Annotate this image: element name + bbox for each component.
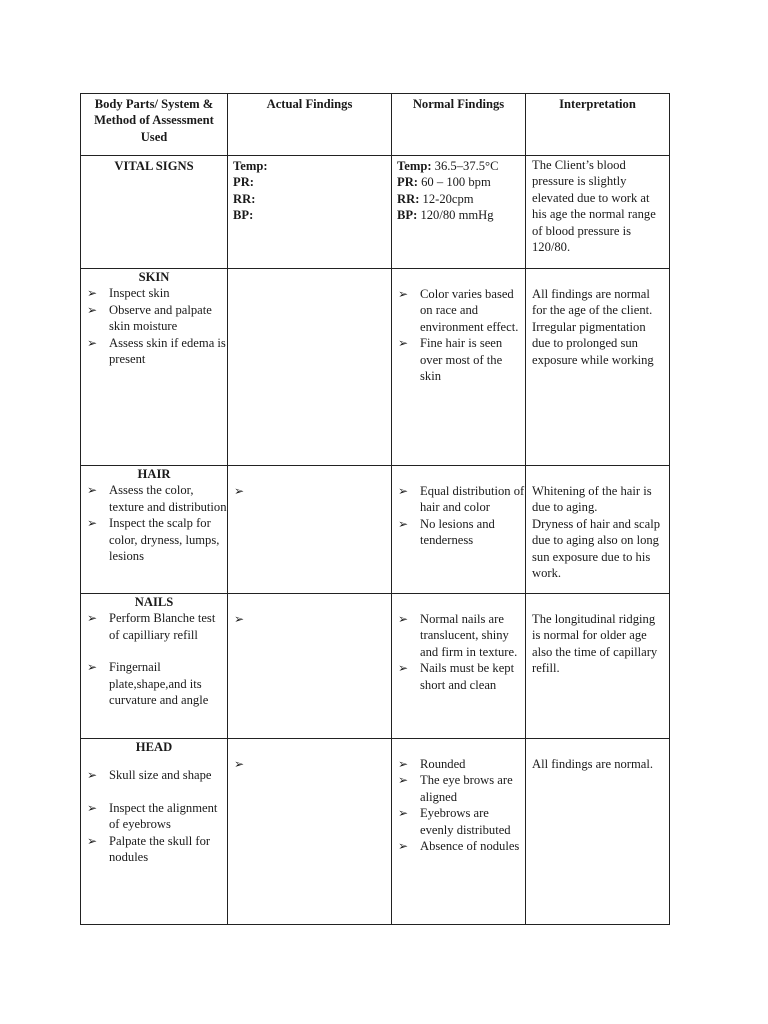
- head-title: HEAD: [135, 740, 173, 754]
- normal-bp: BP: 120/80 mmHg: [397, 208, 494, 223]
- actual-pr: PR:: [233, 175, 254, 190]
- skin-methods: [81, 285, 227, 367]
- arrow-bullet-icon: ➢: [398, 806, 409, 821]
- actual-bp: BP:: [233, 208, 254, 223]
- list-item: ➢ Eyebrows are evenly distributed: [398, 806, 511, 837]
- list-item: ➢ Inspect skin: [87, 286, 170, 301]
- arrow-bullet-icon: ➢: [398, 757, 409, 771]
- skin-normal: [392, 286, 525, 384]
- list-item: ➢ Equal distribution of hair and color: [398, 484, 525, 515]
- arrow-bullet-icon: ➢: [398, 773, 409, 788]
- list-item: ➢ The eye brows are aligned: [398, 773, 513, 804]
- list-item: ➢ Skull size and shape: [87, 768, 212, 783]
- hair-actual: [228, 466, 392, 594]
- normal-temp: Temp: 36.5–37.5°C: [397, 159, 499, 173]
- arrow-bullet-icon: ➢: [398, 484, 409, 498]
- arrow-bullet-icon: ➢: [87, 833, 98, 848]
- arrow-bullet-icon: ➢: [234, 612, 245, 626]
- hair-methods: [81, 482, 227, 564]
- arrow-bullet-icon: ➢: [398, 516, 409, 531]
- skin-title: SKIN: [138, 270, 170, 284]
- arrow-bullet-icon: ➢: [87, 335, 98, 350]
- list-item: ➢ Absence of nodules: [398, 839, 520, 854]
- header-actual-findings: Actual Findings: [228, 94, 392, 156]
- hair-normal: [392, 483, 525, 549]
- arrow-bullet-icon: ➢: [398, 839, 409, 854]
- list-item: ➢ Palpate the skull for nodules: [87, 833, 211, 865]
- arrow-bullet-icon: ➢: [234, 484, 245, 498]
- nails-title: NAILS: [134, 595, 174, 609]
- list-item: ➢ Assess the color, texture and distribution: [87, 483, 227, 514]
- list-item: ➢ Perform Blanche test of capilliary refill: [87, 611, 216, 642]
- arrow-bullet-icon: ➢: [87, 768, 98, 783]
- arrow-bullet-icon: ➢: [398, 612, 409, 626]
- head-interpretation: All findings are normal.: [526, 739, 670, 925]
- list-item: ➢ Inspect the alignment of eyebrows: [87, 800, 218, 832]
- head-actual: [228, 739, 392, 925]
- arrow-bullet-icon: ➢: [398, 287, 409, 301]
- vital-signs-interpretation: The Client’s blood pressure is slightly elevated due to work at his age the normal range of blood pressure is 120/80.: [526, 156, 670, 269]
- arrow-bullet-icon: ➢: [87, 611, 98, 626]
- list-item: ➢ Normal nails are translucent, shiny and firm in texture.: [398, 612, 518, 659]
- arrow-bullet-icon: ➢: [87, 483, 98, 498]
- actual-temp: Temp:: [233, 159, 268, 173]
- vital-signs-normal: [392, 156, 526, 269]
- head-row: [81, 739, 670, 925]
- hair-interpretation: Whitening of the hair is due to aging. Dryness of hair and scalp due to aging also on long sun exposure due to his work.: [526, 466, 670, 594]
- list-item: ➢ Nails must be kept short and clean: [398, 661, 515, 692]
- list-item: ➢ Inspect the scalp for color, dryness, lumps, lesions: [87, 516, 220, 564]
- header-interpretation: Interpretation: [526, 94, 670, 156]
- list-item: ➢ Assess skin if edema is present: [87, 335, 226, 367]
- arrow-bullet-icon: ➢: [87, 302, 98, 317]
- arrow-bullet-icon: ➢: [87, 800, 98, 815]
- header-body-parts: Body Parts/ System & Method of Assessment Used: [81, 94, 228, 156]
- nails-methods: [81, 610, 227, 708]
- hair-title: HAIR: [137, 467, 171, 481]
- list-item: ➢ Observe and palpate skin moisture: [87, 302, 212, 334]
- arrow-bullet-icon: ➢: [87, 286, 98, 301]
- normal-rr: RR: 12-20cpm: [397, 191, 474, 206]
- actual-rr: RR:: [233, 191, 256, 206]
- list-item: ➢ Rounded: [398, 757, 466, 771]
- nails-row: [81, 594, 670, 739]
- assessment-table: [80, 93, 670, 925]
- arrow-bullet-icon: ➢: [87, 660, 98, 675]
- hair-row: [81, 466, 670, 594]
- vital-signs-actual: [228, 156, 392, 269]
- head-methods: [81, 767, 227, 865]
- skin-row: [81, 269, 670, 466]
- list-item: ➢ Color varies based on race and environment effect.: [398, 287, 519, 334]
- head-normal: [392, 756, 525, 854]
- skin-interpretation: All findings are normal for the age of the client. Irregular pigmentation due to prolonged sun exposure while working: [526, 269, 670, 466]
- list-item: ➢ No lesions and tenderness: [398, 516, 495, 548]
- arrow-bullet-icon: ➢: [398, 336, 409, 351]
- arrow-bullet-icon: ➢: [87, 516, 98, 531]
- header-row: [81, 94, 670, 156]
- skin-actual: [228, 269, 392, 466]
- normal-pr: PR: 60 – 100 bpm: [397, 175, 491, 190]
- nails-normal: [392, 611, 525, 693]
- vital-signs-title: VITAL SIGNS: [114, 159, 194, 173]
- header-normal-findings: Normal Findings: [392, 94, 526, 156]
- arrow-bullet-icon: ➢: [398, 661, 409, 676]
- vital-signs-row: [81, 156, 670, 269]
- arrow-bullet-icon: ➢: [234, 757, 245, 771]
- list-item: ➢ Fine hair is seen over most of the skin: [398, 336, 503, 384]
- nails-actual: [228, 594, 392, 739]
- nails-interpretation: The longitudinal ridging is normal for older age also the time of capillary refill.: [526, 594, 670, 739]
- list-item: ➢ Fingernail plate,shape,and its curvature and angle: [87, 660, 209, 708]
